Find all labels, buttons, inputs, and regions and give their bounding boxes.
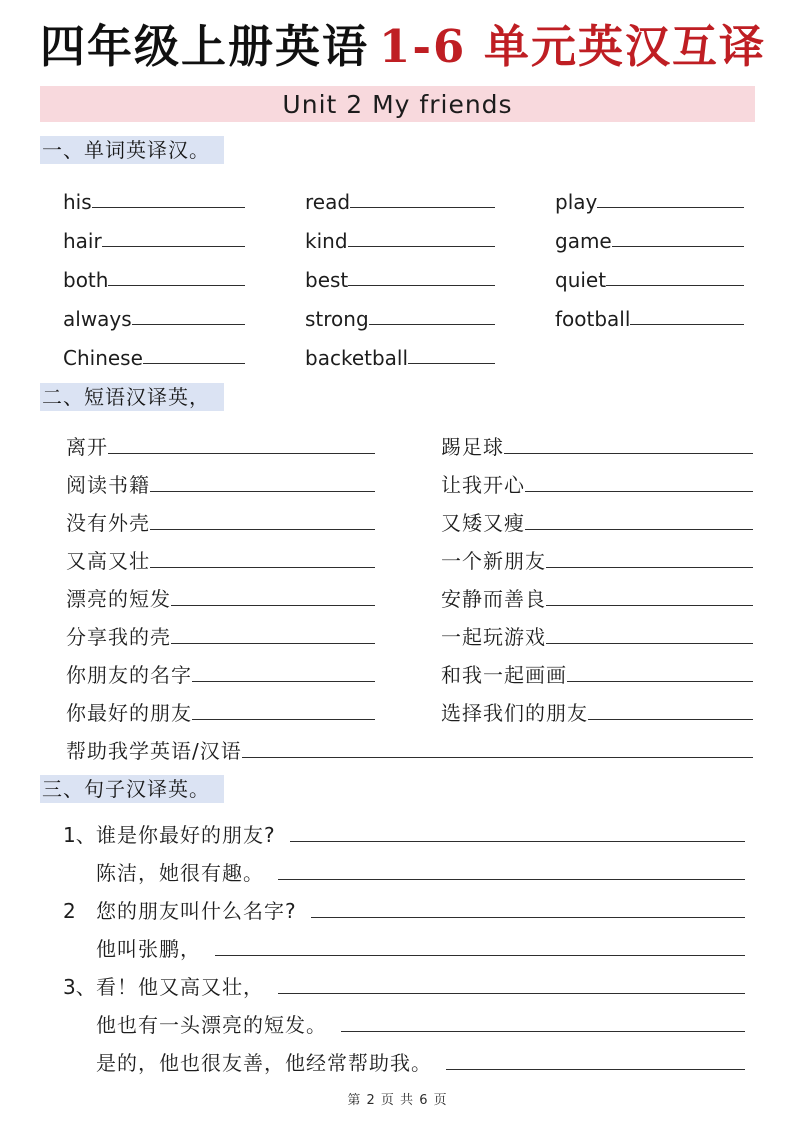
answer-blank (348, 246, 495, 247)
page-title (40, 20, 766, 74)
answer-blank (630, 324, 744, 325)
phrase-label: 踢足球 (441, 435, 504, 459)
answer-blank (171, 605, 375, 606)
answer-blank (132, 324, 245, 325)
sentence-item (63, 809, 745, 847)
sentence-text: 您的朋友叫什么名字? (96, 899, 297, 923)
answer-blank (546, 643, 753, 644)
section-one-heading: 一、单词英译汉。 (40, 136, 224, 164)
phrase-label: 你朋友的名字 (66, 663, 192, 687)
answer-blank (408, 363, 495, 364)
section-three-heading: 三、句子汉译英。 (40, 775, 224, 803)
answer-blank (348, 285, 495, 286)
word-item (63, 213, 245, 252)
phrase-item (441, 535, 753, 573)
word-item (63, 330, 245, 369)
word-item (305, 213, 495, 252)
sentence-item (63, 1037, 745, 1075)
word-label: football (555, 307, 631, 331)
phrase-item (441, 649, 753, 687)
answer-blank (546, 567, 753, 568)
answer-blank (546, 605, 753, 606)
section-one (40, 136, 755, 164)
phrase-item (441, 687, 753, 725)
phrase-item (441, 611, 753, 649)
phrase-label: 又矮又瘦 (441, 511, 525, 535)
phrase-item (66, 649, 375, 687)
phrase-item (441, 573, 753, 611)
word-item (305, 330, 495, 369)
word-label: read (305, 190, 351, 214)
word-label: both (63, 268, 109, 292)
phrase-label: 和我一起画画 (441, 663, 567, 687)
answer-blank (108, 453, 375, 454)
answer-blank (567, 681, 753, 682)
answer-blank (597, 207, 744, 208)
phrase-label: 帮助我学英语/汉语 (66, 739, 242, 763)
answer-blank (369, 324, 495, 325)
answer-blank (150, 567, 375, 568)
answer-blank (242, 757, 753, 758)
answer-blank (192, 719, 375, 720)
phrase-label: 分享我的壳 (66, 625, 171, 649)
word-label: strong (305, 307, 369, 331)
answer-blank (171, 643, 375, 644)
word-label: backetball (305, 346, 409, 370)
answer-blank (525, 529, 753, 530)
word-label: quiet (555, 268, 607, 292)
answer-blank (290, 841, 745, 842)
answer-blank (108, 285, 245, 286)
section-two (40, 383, 755, 411)
section-two-heading: 二、短语汉译英， (40, 383, 224, 411)
answer-blank (446, 1069, 745, 1070)
phrase-label: 你最好的朋友 (66, 701, 192, 725)
title-black-part: 四年级上册英语 (40, 20, 370, 73)
word-item (555, 213, 744, 252)
answer-blank (150, 529, 375, 530)
word-item (305, 174, 495, 213)
answer-blank (341, 1031, 745, 1032)
phrase-item (441, 459, 753, 497)
full-phrase-item (66, 725, 753, 763)
sentence-list (63, 809, 745, 1075)
word-label: kind (305, 229, 348, 253)
word-item (555, 174, 744, 213)
sentence-text: 陈洁，她很有趣。 (96, 861, 264, 885)
word-label: play (555, 190, 598, 214)
phrase-item (66, 459, 375, 497)
phrase-label: 一起玩游戏 (441, 625, 546, 649)
sentence-number: 3、 (63, 975, 96, 999)
page-number: 第 2 页 共 6 页 (347, 1093, 448, 1108)
word-label: his (63, 190, 92, 214)
sentence-number: 2 (63, 899, 76, 923)
phrase-label: 一个新朋友 (441, 549, 546, 573)
word-item (555, 252, 744, 291)
phrase-item (66, 421, 375, 459)
phrase-item (441, 497, 753, 535)
sentence-item (63, 847, 745, 885)
phrase-label: 选择我们的朋友 (441, 701, 588, 725)
word-item (305, 291, 495, 330)
answer-blank (588, 719, 753, 720)
answer-blank (311, 917, 745, 918)
phrase-label: 离开 (66, 435, 108, 459)
sentence-item (63, 961, 745, 999)
word-label: always (63, 307, 132, 331)
answer-blank (606, 285, 744, 286)
title-red-part: 1-6 单元英汉互译 (379, 20, 766, 73)
answer-blank (350, 207, 495, 208)
sentence-item (63, 999, 745, 1037)
word-item (555, 291, 744, 330)
unit-banner (40, 86, 755, 122)
word-item (63, 252, 245, 291)
sentence-item (63, 885, 745, 923)
answer-blank (143, 363, 245, 364)
sentence-text: 他也有一头漂亮的短发。 (96, 1013, 327, 1037)
answer-blank (92, 207, 245, 208)
word-label: Chinese (63, 346, 143, 370)
word-item (63, 174, 245, 213)
sentence-text: 看！他又高又壮， (96, 975, 264, 999)
answer-blank (150, 491, 375, 492)
sentence-number: 1、 (63, 823, 96, 847)
phrase-item (441, 421, 753, 459)
phrase-label: 又高又壮 (66, 549, 150, 573)
sentence-text: 他叫张鹏， (96, 937, 201, 961)
word-grid (63, 174, 755, 369)
word-item (305, 252, 495, 291)
answer-blank (278, 879, 745, 880)
phrase-item (66, 535, 375, 573)
phrase-item (66, 611, 375, 649)
answer-blank (102, 246, 245, 247)
phrase-item (66, 687, 375, 725)
word-item (63, 291, 245, 330)
section-three (40, 775, 755, 803)
phrase-item (66, 497, 375, 535)
phrase-item (66, 573, 375, 611)
word-label: best (305, 268, 349, 292)
answer-blank (612, 246, 744, 247)
answer-blank (525, 491, 753, 492)
phrase-label: 没有外壳 (66, 511, 150, 535)
page-footer (40, 1089, 755, 1108)
phrase-label: 安静而善良 (441, 587, 546, 611)
answer-blank (278, 993, 745, 994)
phrase-grid (66, 421, 755, 725)
unit-banner-label: Unit 2 My friends (282, 89, 513, 119)
sentence-text: 谁是你最好的朋友? (96, 823, 276, 847)
answer-blank (192, 681, 375, 682)
word-label: game (555, 229, 612, 253)
answer-blank (215, 955, 745, 956)
word-label: hair (63, 229, 102, 253)
answer-blank (504, 453, 753, 454)
phrase-label: 阅读书籍 (66, 473, 150, 497)
sentence-item (63, 923, 745, 961)
phrase-label: 漂亮的短发 (66, 587, 171, 611)
phrase-label: 让我开心 (441, 473, 525, 497)
sentence-text: 是的，他也很友善，他经常帮助我。 (96, 1051, 432, 1075)
